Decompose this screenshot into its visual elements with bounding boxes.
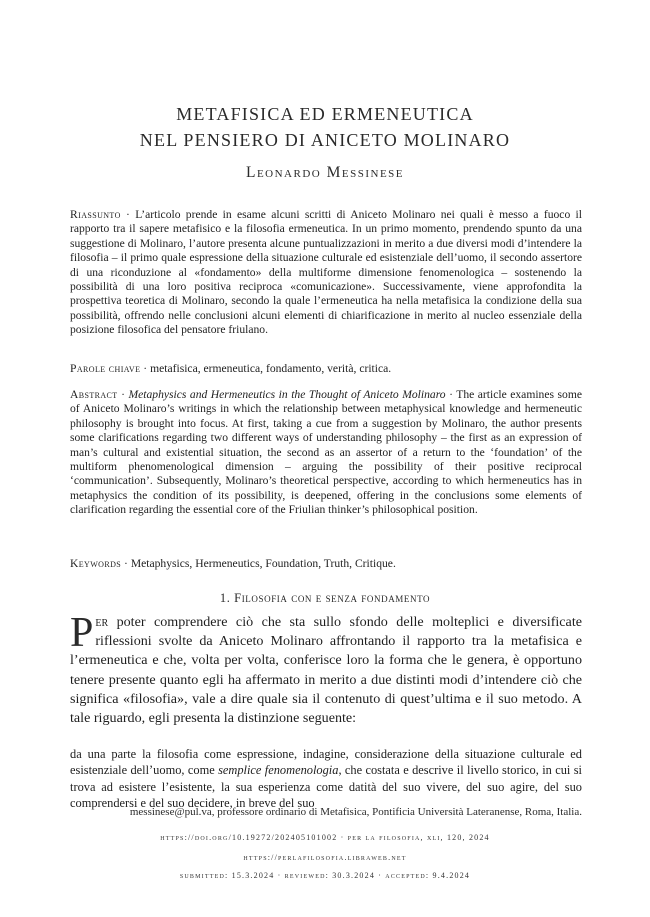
- riassunto-label: Riassunto: [70, 208, 121, 221]
- abstract-separator-2: ·: [445, 388, 457, 401]
- abstract-paragraph: [70, 388, 582, 518]
- body-paragraph: [70, 610, 582, 728]
- parole-chiave-label: Parole chiave: [70, 362, 141, 375]
- article-title-line-1: METAFISICA ED ERMENEUTICA: [176, 104, 474, 124]
- riassunto-text: L’articolo prende in esame alcuni scritti di Aniceto Molinaro nei quali è messo a fuoco il rapporto tra il sapere metafisico e la filosofia ermeneutica. In un primo momento, prendendo spunto da una suggestione di Molinaro, l’autore presenta alcune puntualizzazioni in merito a due diversi modi d’intendere la filosofia – il primo quale espressione della situazione culturale ed esistenziale dell’uomo, il secondo assertore di una riconduzione al «fondamento» della multiforme dimensione fenomenologica – sostenendo la possibilità di una loro positiva reciproca «comunicazione». Successivamente, viene approfondita la prospettiva teoretica di Molinaro, secondo la quale l’ermeneutica ha nella metafisica la condizione della sua possibilità, offrendo nelle conclusioni alcuni elementi di chiarificazione in merito al nucleo essenziale della posizione filosofica del pensatore friulano.: [70, 208, 582, 337]
- keywords-text: Metaphysics, Hermeneutics, Foundation, Truth, Critique.: [130, 557, 396, 570]
- parole-chiave-paragraph: [70, 362, 582, 376]
- quote-italic: semplice fenomenologia: [218, 763, 339, 778]
- drop-cap: P: [70, 610, 94, 656]
- submission-dates: submitted: 15.3.2024 · reviewed: 30.3.2024 · accepted: 9.4.2024: [179, 871, 471, 880]
- abstract-separator: ·: [117, 388, 129, 401]
- riassunto-paragraph: [70, 208, 582, 338]
- keywords-label: Keywords: [70, 557, 122, 570]
- doi-line: https://doi.org/10.19272/202405101002 · per la filosofia, xli, 120, 2024: [160, 833, 490, 842]
- author-name: Leonardo Messinese: [245, 164, 405, 181]
- quote-part-1: da una parte la filosofia come espressione, indagine, considerazione della situazione culturale ed esistenziale dell’uomo, come: [70, 747, 582, 778]
- block-quote: [70, 746, 582, 811]
- riassunto-separator: ·: [120, 208, 136, 221]
- article-title-line-2: NEL PENSIERO DI ANICETO MOLINARO: [139, 130, 511, 150]
- first-word-rest: er: [95, 614, 109, 630]
- body-text: poter comprendere ciò che sta sullo sfondo delle molteplici e diversificate riflessioni svolte da Aniceto Molinaro affrontando il rapporto tra la metafisica e l’ermeneutica e che, volta per volta, conferisce loro la forma che le genera, è opportuno tenere presente quanto egli ha affermato in merito a due distinti modi d’intendere ciò che significa «filosofia», vale a dire quale sia il contenuto di quest’ultima e il suo metodo. A tale riguardo, egli presenta la distinzione seguente:: [70, 614, 582, 727]
- keywords-separator: ·: [121, 557, 131, 570]
- author-footnote: messinese@pul.va, professore ordinario di Metafisica, Pontificia Università Lateranense, Roma, Italia.: [129, 806, 582, 818]
- abstract-title: Metaphysics and Hermeneutics in the Thought of Aniceto Molinaro: [128, 388, 446, 401]
- parole-chiave-text: metafisica, ermeneutica, fondamento, verità, critica.: [150, 362, 392, 375]
- abstract-text: The article examines some of Aniceto Molinaro’s writings in which the relationship between metaphysical knowledge and hermeneutic philosophy is brought into focus. At first, taking a cue from a suggestion by Molinaro, the author presents some clarifications regarding two different ways of understanding philosophy – the first as an expression of man’s cultural and existential situation, the second as an assertor of a return to the ‘foundation’ of the multiform phenomenological dimension – arguing the possibility of their positive reciprocal ‘communication’. Subsequently, Molinaro’s theoretical perspective, according to which hermeneutics has in metaphysics the condition of its possibility, is deepened, offering in the conclusions some elements of clarification regarding the essential core of the Friulian thinker’s philosophical position.: [70, 388, 582, 517]
- abstract-label: Abstract: [70, 388, 118, 401]
- parole-chiave-separator: ·: [140, 362, 151, 375]
- keywords-paragraph: [70, 557, 582, 571]
- journal-url: https://perlafilosofia.libraweb.net: [243, 853, 407, 862]
- section-heading: 1. Filosofia con e senza fondamento: [219, 591, 431, 605]
- quote-part-2: , che costata e descrive il livello storico, in cui si trova ad esistere l’esistente, la sua esperienza come datità del suo vivere, del suo agire, del suo comprendersi e del suo decidere, in breve del suo: [70, 763, 582, 810]
